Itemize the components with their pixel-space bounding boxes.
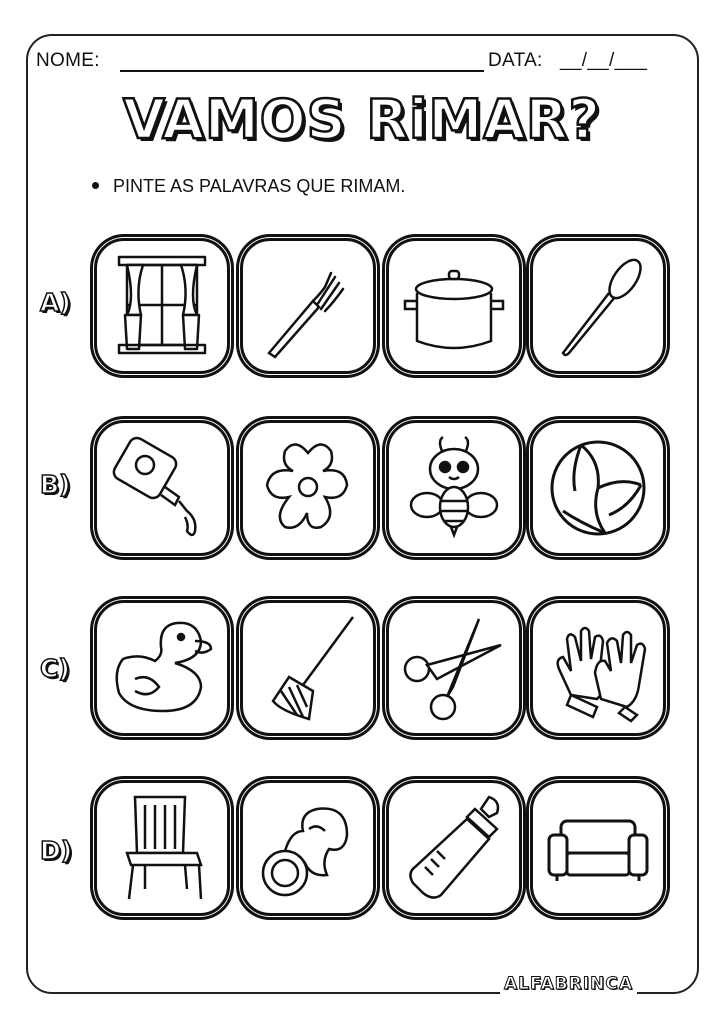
card-volleyball[interactable] (530, 420, 666, 556)
flower-icon (251, 431, 365, 545)
row-label-c: C) (40, 654, 70, 683)
glue-bottle-icon (105, 431, 219, 545)
card-scissors[interactable] (386, 600, 522, 736)
sofa-icon (541, 791, 655, 905)
date-field[interactable]: __/__/___ (560, 50, 648, 71)
row-label-b: B) (40, 470, 71, 499)
card-baby-bottle[interactable] (386, 780, 522, 916)
row-label-d: D) (40, 836, 73, 865)
instruction (92, 176, 405, 197)
chair-icon (105, 791, 219, 905)
card-flower[interactable] (240, 420, 376, 556)
card-gloves[interactable] (530, 600, 666, 736)
card-duck[interactable] (94, 600, 230, 736)
card-window[interactable] (94, 238, 230, 374)
bee-icon (397, 431, 511, 545)
card-broom[interactable] (240, 600, 376, 736)
card-sofa[interactable] (530, 780, 666, 916)
broom-icon (251, 611, 365, 725)
page-title: VAMOS RiMAR? (123, 88, 601, 151)
card-chair[interactable] (94, 780, 230, 916)
card-fork[interactable] (240, 238, 376, 374)
baby-bottle-icon (397, 791, 511, 905)
instruction-text: PINTE AS PALAVRAS QUE RIMAM. (113, 176, 406, 196)
row-label-a: A) (40, 288, 71, 317)
window-curtain-icon (105, 249, 219, 363)
header-line (36, 50, 686, 78)
card-pot[interactable] (386, 238, 522, 374)
gloves-icon (541, 611, 655, 725)
card-pacifier[interactable] (240, 780, 376, 916)
fork-icon (251, 249, 365, 363)
volleyball-icon (541, 431, 655, 545)
name-field[interactable] (120, 50, 484, 72)
rubber-duck-icon (105, 611, 219, 725)
brand-logo: ALFABRINCA (500, 974, 637, 994)
card-bee[interactable] (386, 420, 522, 556)
card-glue[interactable] (94, 420, 230, 556)
date-label: DATA: (488, 50, 543, 71)
name-label: NOME: (36, 50, 100, 71)
bullet-icon (92, 182, 99, 189)
spoon-icon (541, 249, 655, 363)
scissors-icon (397, 611, 511, 725)
cooking-pot-icon (397, 249, 511, 363)
card-spoon[interactable] (530, 238, 666, 374)
pacifier-icon (251, 791, 365, 905)
